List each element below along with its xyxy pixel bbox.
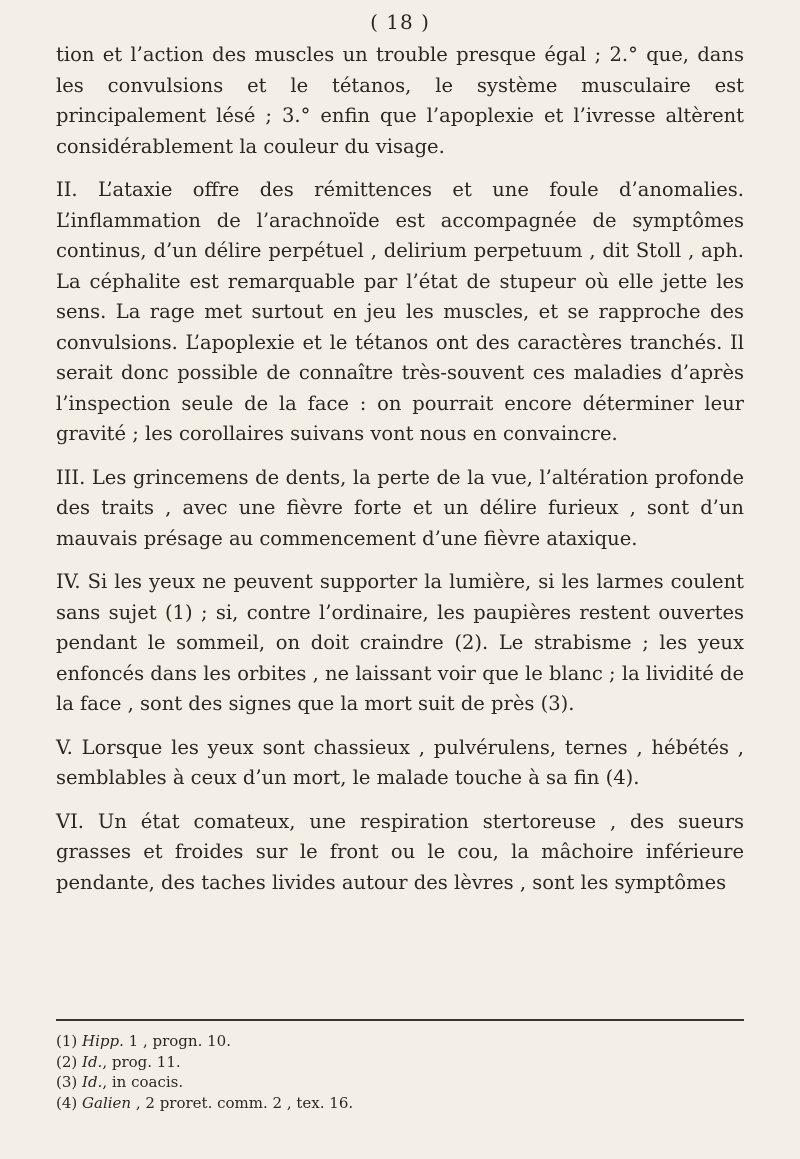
paragraph-vi: VI. Un état comateux, une respiration stertoreuse , des sueurs grasses et froides sur le front ou le cou, la mâchoire inférieure pendante, des taches livides autour des lèvres , sont les symptômes [56,809,744,894]
footnote-author: Hipp. [82,1032,124,1050]
paragraph-iv: IV. Si les yeux ne peuvent supporter la lumière, si les larmes coulent sans sujet (1) ; si, contre l’ordinaire, les paupières restent ouvertes pendant le sommeil, on doit craindre (2). Le strabisme ; les yeux enfoncés dans les orbites , ne laissant voir que le blanc ; la lividité de la face , sont des signes que la mort suit de près (3). [56,570,744,715]
footnote-ref: , in coacis. [102,1073,184,1091]
paragraph-iii: III. Les grincemens de dents, la perte de la vue, l’altération profonde des traits , avec une fièvre forte et un délire furieux , sont d’un mauvais présage au commencement d’une fièvre ataxique. [56,465,744,550]
footnote-ref: 1 , progn. 10. [123,1032,231,1050]
footnotes [56,1031,744,1113]
paragraph-ii: II. L’ataxie offre des rémittences et une foule d’anomalies. L’inflammation de l’arachnoïde est accompagnée de symptômes continus, d’un délire perpétuel , delirium perpetuum , dit Stoll , aph. La céphalite est remarquable par l’état de stupeur où elle jette les sens. La rage met surtout en jeu les muscles, et se rapproche des convulsions. L’apoplexie et le tétanos ont des caractères tranchés. Il serait donc possible de connaître très-souvent ces maladies d’après l’inspection seule de la face : on pourrait encore déterminer leur gravité ; les corollaires suivans vont nous en convaincre. [56,178,744,445]
paragraph-v: V. Lorsque les yeux sont chassieux , pulvérulens, ternes , hébétés , semblables à ceux d’un mort, le malade touche à sa fin (4). [56,735,744,789]
footnote-4 [56,1093,744,1114]
footnote-mark: (4) [56,1093,78,1112]
footnote-mark: (3) [56,1073,78,1091]
footnote-ref: , prog. 11. [102,1052,181,1071]
page-number: ( 18 ) [370,10,430,34]
paragraph-intro: tion et l’action des muscles un trouble presque égal ; 2.° que, dans les convulsions et le tétanos, le système musculaire est principalement lésé ; 3.° enfin que l’apoplexie et l’ivresse altèrent considérablement la couleur du visage. [56,43,744,158]
body-text [56,40,744,898]
footnote-mark: (2) [56,1052,78,1071]
footnote-ref: , 2 proret. comm. 2 , tex. 16. [131,1093,354,1112]
footnote-author: Id. [82,1073,103,1091]
footnote-mark: (1) [56,1032,78,1050]
footnote-3 [56,1072,744,1093]
footnote-2 [56,1052,744,1073]
footnote-1 [56,1031,744,1052]
footnote-divider [56,1019,744,1021]
footnote-author: Id. [82,1052,103,1071]
footnote-author: Galien [82,1093,132,1112]
